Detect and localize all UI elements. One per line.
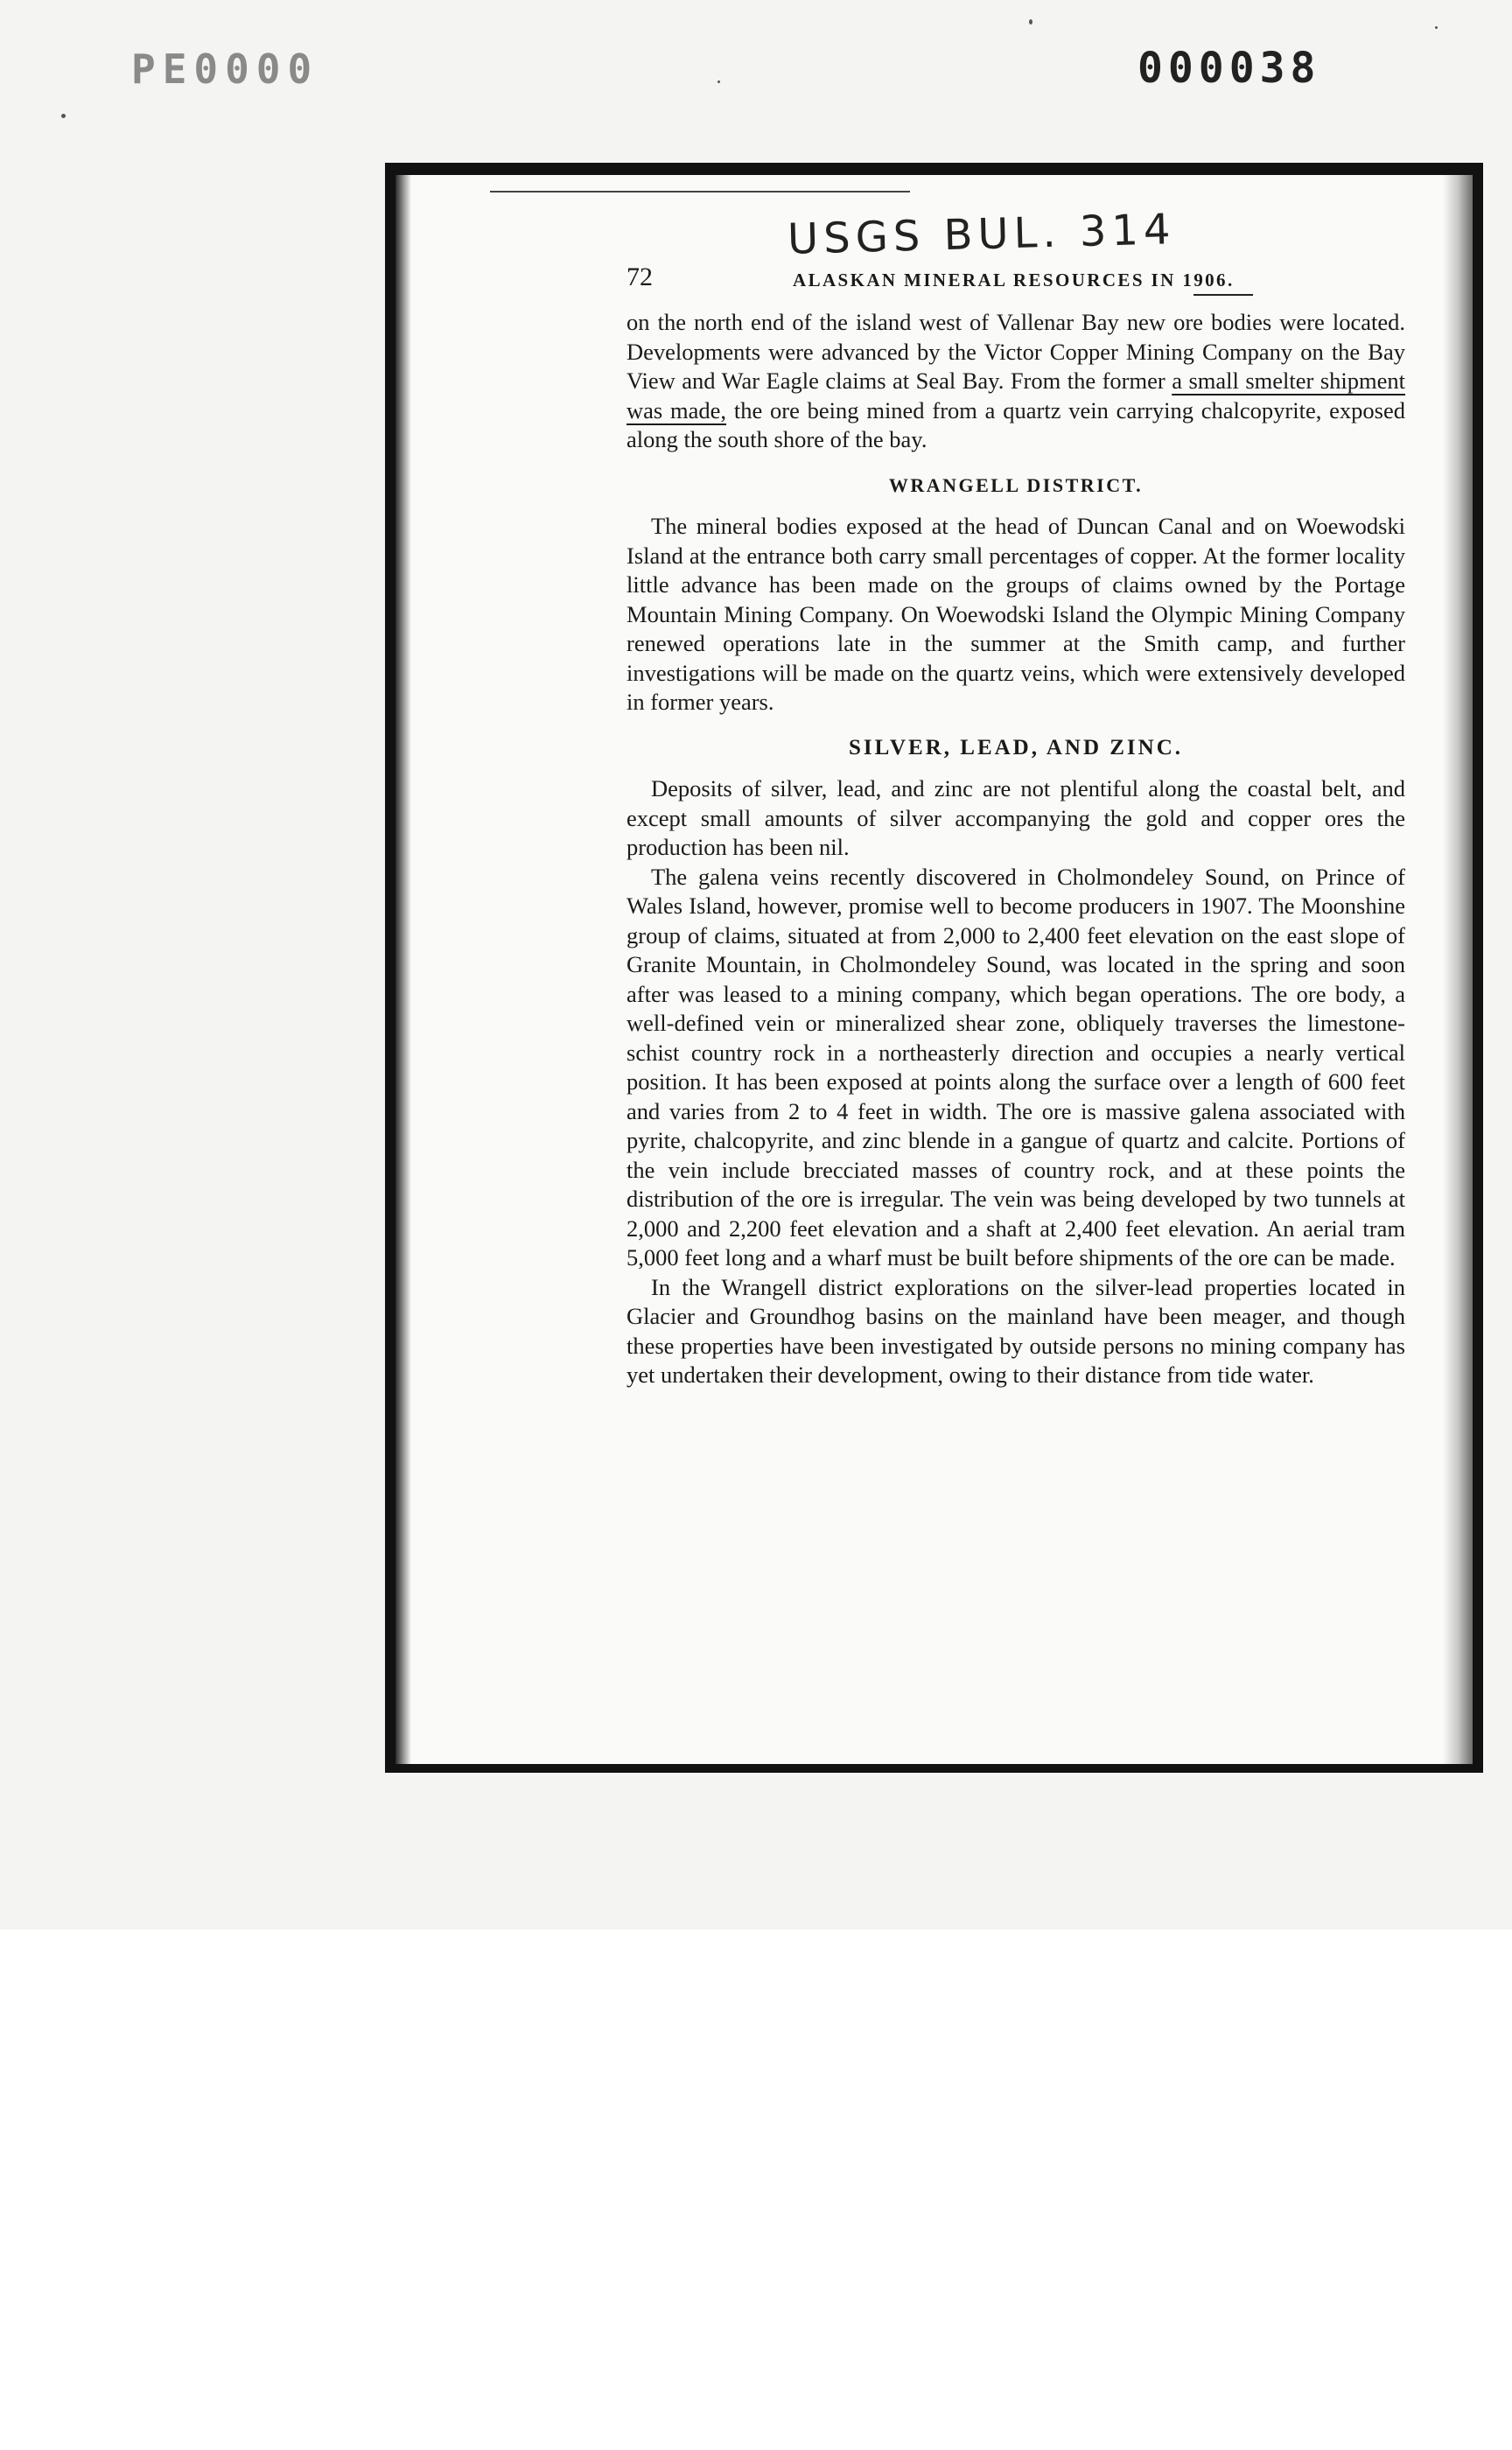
underlined-phrase: a small smelter shipment was made, xyxy=(626,368,1405,424)
faded-document-code: PE0000 xyxy=(131,46,319,93)
document-number-stamp: 000038 xyxy=(1138,44,1321,93)
running-title xyxy=(793,270,1235,291)
page-body xyxy=(626,308,1405,1390)
handwritten-annotation: USGS BUL. 314 xyxy=(787,205,1177,264)
paragraph-continuation xyxy=(626,308,1405,455)
scan-speck xyxy=(718,80,720,83)
paragraph-text: the ore being mined from a quartz vein carrying chalcopyrite, exposed along the south shore of the bay. xyxy=(626,396,1405,452)
paragraph-wrangell-explorations: In the Wrangell district explorations on the silver-lead properties located in Glacier and Groundhog basins on the mainland have been meager, and though these properties have been investigated by outside persons no mining company has yet undertaken their development, owing to their distance from tide water. xyxy=(626,1273,1405,1388)
page-number: 72 xyxy=(626,262,653,291)
paragraph-deposits: Deposits of silver, lead, and zinc are not plentiful along the coastal belt, and except small amounts of silver accompanying the gold and copper ores the production has been nil. xyxy=(626,775,1405,860)
section-heading-silver-lead-zinc: SILVER, LEAD, AND ZINC. xyxy=(848,735,1184,760)
scan-speck xyxy=(1029,19,1032,24)
section-heading-wrangell: WRANGELL DISTRICT. xyxy=(888,473,1144,496)
running-title-year: 1906. xyxy=(1182,270,1235,290)
paragraph-galena-veins: The galena veins recently discovered in Cholmondeley Sound, on Prince of Wales Island, however, promise well to become producers in 1907. The Moonshine group of claims, situated at from 2,000 to 2,400 feet elevation on the east slope of Granite Mountain, in Cholmondeley Sound, was located in the spring and soon after was leased to a mining company, which began operations. The ore body, a well-defined vein or mineralized shear zone, obliquely traverses the limestone-schist country rock in a northeasterly direction and occupies a nearly vertical position. It has been exposed at points along the surface over a length of 600 feet and varies from 2 to 4 feet in width. The ore is massive galena associated with pyrite, chalcopyrite, and zinc blende in a gangue of quartz and calcite. Portions of the vein include brecciated masses of country rock, and at these points the distribution of the ore is irregular. The vein was being developed by two tunnels at 2,000 and 2,200 feet elevation and a shaft at 2,400 feet elevation. An aerial tram 5,000 feet long and a wharf must be built before shipments of the ore can be made. xyxy=(626,863,1405,1270)
paragraph-wrangell: The mineral bodies exposed at the head of Duncan Canal and on Woewodski Island at the entrance both carry small percentages of copper. At the former locality little advance has been made on the groups of claims owned by the Portage Mountain Mining Company. On Woewodski Island the Olympic Mining Company renewed operations late in the summer at the Smith camp, and further investigations will be made on the quartz veins, which were extensively developed in former years. xyxy=(626,513,1405,715)
running-title-text: ALASKAN MINERAL RESOURCES IN xyxy=(793,270,1183,290)
running-head xyxy=(626,262,1405,298)
paragraph-text: on the north end of the island west of Vallenar Bay new ore bodies were located. Developments were advanced by the Victor Copper Mining Company on the Bay View and War Eagle claims at Seal Bay. From the former xyxy=(626,309,1405,394)
top-rule-line xyxy=(490,191,910,192)
scan-speck xyxy=(61,114,66,118)
year-underline-mark xyxy=(1194,294,1253,296)
scan-speck xyxy=(1435,26,1438,29)
